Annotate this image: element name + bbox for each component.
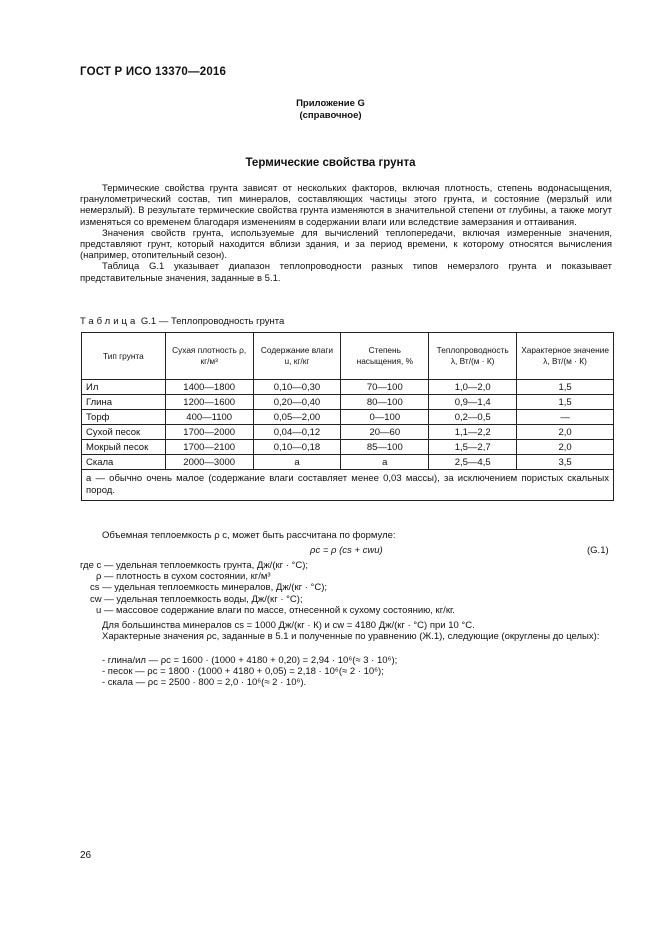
header-moisture: Содержание влаги u, кг/кг	[253, 333, 341, 380]
cell: 1200—1600	[165, 395, 253, 410]
table-row	[82, 395, 614, 410]
definitions	[80, 560, 455, 616]
definition: ρ — плотность в сухом состоянии, кг/м³	[96, 571, 271, 583]
cell: 400—1100	[165, 410, 253, 425]
formula: ρc = ρ (cs + cwu)	[310, 545, 383, 556]
calculations	[102, 655, 397, 689]
table-footnote-row	[82, 470, 614, 501]
cell: 1700—2000	[165, 425, 253, 440]
table-caption-text: G.1 — Теплопроводность грунта	[140, 316, 285, 327]
paragraph: Термические свойства грунта зависят от нескольких факторов, включая плотность, степень водонасыщения, гранулометрический состав, тип минералов, составляющих частицы этого грунта, и состояние (мерзлый или немерзлый). В результате термические свойства грунта изменяются в значительной степени от глубины, а также могут изменяться со временем благодаря изменениям в содержании влаги или вследствие замерзания и оттаивания.	[80, 183, 612, 228]
table-row	[82, 440, 614, 455]
paragraph: Значения свойств грунта, используемые для вычислений теплопередачи, включая измеренные значения, представляют грунт, который находится вблизи здания, и за период времени, к которому относятся вычисления (например, отопительный сезон).	[80, 227, 612, 262]
cell: 0,2—0,5	[429, 410, 517, 425]
table-row	[82, 410, 614, 425]
cell: Сухой песок	[82, 425, 166, 440]
table-header-row	[82, 333, 614, 380]
header-conductivity: Теплопроводность λ, Вт/(м · К)	[429, 333, 517, 380]
cell: Глина	[82, 395, 166, 410]
definition: где c — удельная теплоемкость грунта, Дж/(кг · °C);	[80, 560, 309, 571]
cell: Ил	[82, 380, 166, 395]
paragraph: Таблица G.1 указывает диапазон теплопроводности разных типов немерзлого грунта и показывает представительные значения, заданные в 5.1.	[80, 261, 612, 284]
calculation-line: - песок — ρc = 1800 · (1000 + 4180 + 0,05) = 2,18 · 10⁶(≈ 2 · 10⁶);	[102, 666, 384, 678]
formula-intro: Объемная теплоемкость ρ c, может быть рассчитана по формуле:	[102, 530, 396, 541]
cell: —	[517, 410, 614, 425]
cell: a	[341, 455, 429, 470]
formula-number: (G.1)	[587, 545, 609, 556]
paragraph: Характерные значения ρc, заданные в 5.1 и полученные по уравнению (Ж.1), следующие (округлены до целых):	[102, 631, 600, 643]
header-dry-density: Сухая плотность ρ, кг/м³	[165, 333, 253, 380]
table-caption	[80, 316, 284, 327]
definition: cw — удельная теплоемкость воды, Дж/(кг · °C);	[90, 593, 303, 605]
definition: u — массовое содержание влаги по массе, отнесенной к сухому состоянию, кг/кг.	[96, 604, 455, 616]
cell: 1700—2100	[165, 440, 253, 455]
cell: 0—100	[341, 410, 429, 425]
cell: 1,5	[517, 380, 614, 395]
table-footnote: a — обычно очень малое (содержание влаги составляет менее 0,03 массы), за исключением пористых скальных пород.	[82, 470, 614, 501]
cell: Торф	[82, 410, 166, 425]
after-text	[80, 620, 612, 642]
cell: 0,10—0,30	[253, 380, 341, 395]
cell: 1,5	[517, 395, 614, 410]
annex-title: Приложение G	[296, 98, 365, 109]
cell: 2000—3000	[165, 455, 253, 470]
cell: Скала	[82, 455, 166, 470]
cell: 1,5—2,7	[429, 440, 517, 455]
definition: cs — удельная теплоемкость минералов, Дж/(кг · °C);	[90, 582, 327, 594]
table-row	[82, 380, 614, 395]
cell: 2,0	[517, 440, 614, 455]
document-code: ГОСТ Р ИСО 13370—2016	[80, 66, 227, 78]
cell: 1,0—2,0	[429, 380, 517, 395]
header-saturation: Степень насыщения, %	[341, 333, 429, 380]
cell: 3,5	[517, 455, 614, 470]
cell: 0,05—2,00	[253, 410, 341, 425]
paragraph: Для большинства минералов cs = 1000 Дж/(кг · К) и cw = 4180 Дж/(кг · °C) при 10 °C.	[102, 620, 475, 631]
header-typical-value: Характерное значение λ, Вт/(м · К)	[517, 333, 614, 380]
cell: Мокрый песок	[82, 440, 166, 455]
cell: 70—100	[341, 380, 429, 395]
cell: 2,0	[517, 425, 614, 440]
table-row	[82, 425, 614, 440]
header-soil-type: Тип грунта	[82, 333, 166, 380]
thermal-conductivity-table	[81, 332, 614, 501]
intro-text	[80, 183, 612, 284]
calculation-line: - скала — ρc = 2500 · 800 = 2,0 · 10⁶(≈ 2 · 10⁶).	[102, 677, 307, 689]
table-row	[82, 455, 614, 470]
cell: 1,1—2,2	[429, 425, 517, 440]
cell: 0,04—0,12	[253, 425, 341, 440]
cell: 20—60	[341, 425, 429, 440]
table-caption-prefix: Таблица	[80, 316, 139, 327]
cell: 85—100	[341, 440, 429, 455]
cell: 1400—1800	[165, 380, 253, 395]
cell: 80—100	[341, 395, 429, 410]
cell: 0,9—1,4	[429, 395, 517, 410]
cell: a	[253, 455, 341, 470]
annex-subtitle: (справочное)	[299, 110, 362, 121]
page-number: 26	[80, 850, 92, 861]
cell: 2,5—4,5	[429, 455, 517, 470]
section-title: Термические свойства грунта	[245, 157, 416, 169]
calculation-line: - глина/ил — ρc = 1600 · (1000 + 4180 + 0,20) = 2,94 · 10⁶(≈ 3 · 10⁶);	[102, 655, 398, 666]
cell: 0,20—0,40	[253, 395, 341, 410]
cell: 0,10—0,18	[253, 440, 341, 455]
